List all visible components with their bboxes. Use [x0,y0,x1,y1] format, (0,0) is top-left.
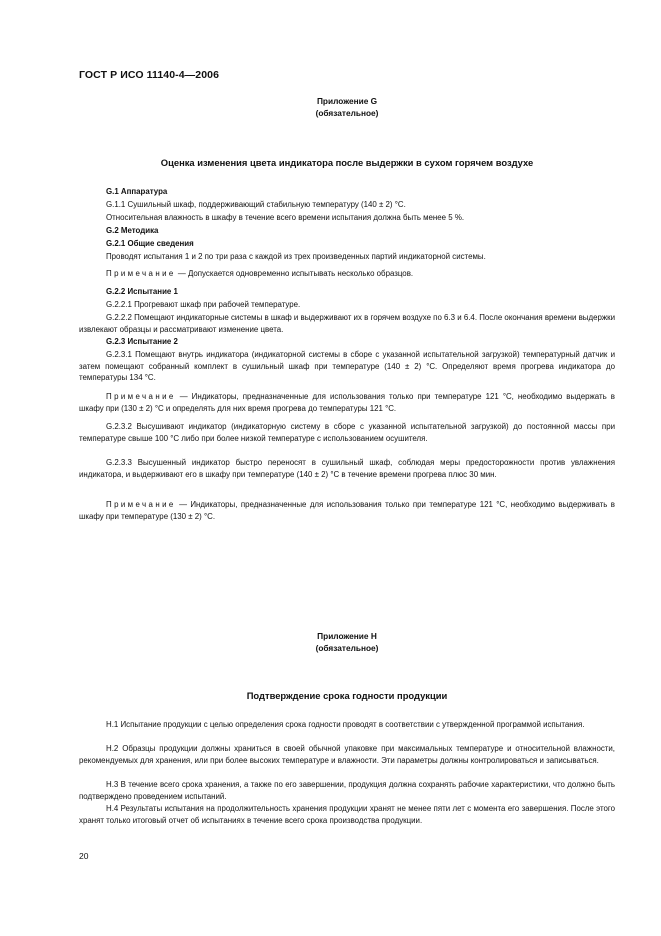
clause-g1-humidity: Относительная влажность в шкафу в течение всего времени испытания должна быть менее 5 %. [106,213,465,222]
note-3 [79,499,615,522]
clause-g1-1: G.1.1 Сушильный шкаф, поддерживающий стабильную температуру (140 ± 2) °С. [106,200,406,209]
clause-h4: Н.4 Результаты испытания на продолжительность хранения продукции хранят не менее пяти лет с момента его завершения. После этого хранят только итоговый отчет об испытаниях в течение всего срока производства продукции. [79,804,615,825]
section-g2-2-heading: G.2.2 Испытание 1 [106,287,178,296]
note-2 [79,391,615,414]
clause-g2-2-2: G.2.2.2 Помещают индикаторные системы в шкаф и выдерживают их в горячем воздухе по 6.3 и 6.4. После окончания времени выдержки извлекают образцы и рассматривают изменение цвета. [79,313,615,334]
section-g2-1-heading: G.2.1 Общие сведения [106,239,194,248]
clause-g2-3-3: G.2.3.3 Высушенный индикатор быстро переносят в сушильный шкаф, соблюдая меры предосторожности против увлажнения индикатора, и выдерживают его в шкафу при температуре (140 ± 2) °С в течение времени прогрева плюс 30 мин. [79,458,615,479]
clause-g2-1-text: Проводят испытания 1 и 2 по три раза с каждой из трех произведенных партий индикаторной системы. [106,252,486,261]
clause-h3: Н.3 В течение всего срока хранения, а также по его завершении, продукция должна сохранять рабочие характеристики, что должно быть подтверждено проведением испытаний. [79,780,615,801]
annex-h-title: Приложение Н [317,631,377,641]
annex-g-heading: Оценка изменения цвета индикатора после выдержки в сухом горячем воздухе [160,157,534,168]
note-1-label: Примечание [106,269,176,278]
page-number: 20 [79,851,89,861]
note-1-text: — Допускается одновременно испытывать несколько образцов. [175,269,414,278]
clause-h1: Н.1 Испытание продукции с целью определения срока годности проводят в соответствии с утвержденной программой испытания. [106,720,585,729]
annex-g-status: (обязательное) [315,108,379,118]
clause-g2-2-1: G.2.2.1 Прогревают шкаф при рабочей температуре. [106,300,301,309]
note-1 [79,268,615,280]
document-header: ГОСТ Р ИСО 11140-4—2006 [79,69,220,81]
annex-h-heading: Подтверждение срока годности продукции [246,690,448,701]
note-3-text: — Индикаторы, предназначенные для использования только при температуре 121 °С, необходимо выдерживать в шкафу при температуре (130 ± 2) °С. [79,500,615,521]
section-g1-heading: G.1 Аппаратура [106,187,168,196]
clause-g2-3-1: G.2.3.1 Помещают внутрь индикатора (индикаторной системы в сборе с указанной испытательной загрузкой) температурный датчик и затем помещают собранный комплект в сушильный шкаф при температуре (140 ± 2) °С. Определяют время прогрева индикатора до температуры 134 °С. [79,350,615,382]
note-2-text: — Индикаторы, предназначенные для использования только при температуре 121 °С, необходимо выдержать в шкафу при (130 ± 2) °С и определять для них время прогрева до температуры 121 °С. [79,392,615,413]
note-2-label: Примечание [106,392,176,401]
section-g2-3-heading: G.2.3 Испытание 2 [106,337,178,346]
annex-h-status: (обязательное) [315,643,379,653]
clause-h2: Н.2 Образцы продукции должны храниться в своей обычной упаковке при максимальных температуре и относительной влажности, рекомендуемых для хранения, или при более высоких температуре и влажности. Эти параметры должны контролироваться и записываться. [79,744,615,765]
annex-g-title: Приложение G [316,96,378,106]
note-3-label: Примечание [106,500,176,509]
section-g2-heading: G.2 Методика [106,226,159,235]
clause-g2-3-2: G.2.3.2 Высушивают индикатор (индикаторную систему в сборе с указанной испытательной загрузкой) до постоянной массы при температуре свыше 100 °С либо при более низкой температуре с использованием осушителя. [79,422,615,443]
